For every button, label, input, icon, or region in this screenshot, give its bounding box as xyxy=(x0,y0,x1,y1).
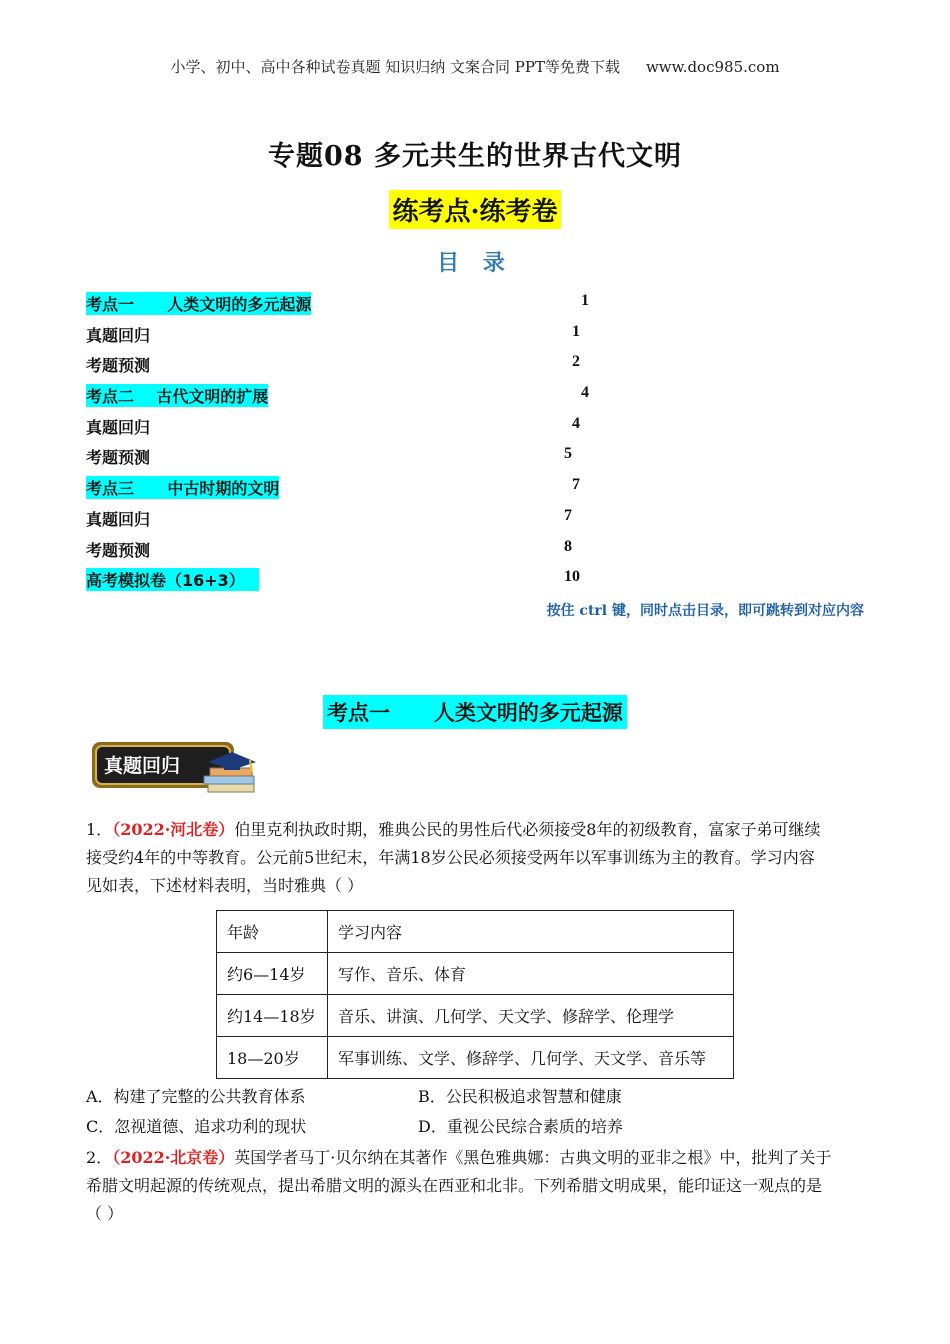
page-header xyxy=(0,56,950,77)
question-number: 2． xyxy=(86,1148,113,1167)
section-heading-container xyxy=(0,695,950,729)
toc-item-label: 真题回归 xyxy=(86,418,151,437)
toc-item-page: 2 xyxy=(572,353,580,370)
question-line: （ ） xyxy=(86,1204,124,1223)
table-row xyxy=(217,953,734,995)
table-cell: 写作、音乐、体育 xyxy=(328,953,734,995)
document-subtitle: 练考点·练考卷 xyxy=(389,190,560,229)
toc-heading: 目 录 xyxy=(437,250,513,276)
table-cell: 约14—18岁 xyxy=(217,995,328,1037)
table-cell: 军事训练、文学、修辞学、几何学、天文学、音乐等 xyxy=(328,1037,734,1079)
toc-item-page: 7 xyxy=(572,476,580,493)
question-line: 见如表，下述材料表明，当时雅典（ ） xyxy=(86,876,364,895)
toc-item-kaodian2[interactable] xyxy=(86,384,606,408)
toc-item-label: 考点二 古代文明的扩展 xyxy=(86,384,268,407)
question-1 xyxy=(86,816,864,900)
toc-item-page: 1 xyxy=(572,323,580,340)
toc-item-zhenti1[interactable] xyxy=(86,323,606,347)
subtitle-container xyxy=(0,190,950,229)
toc-item-label: 考点一 人类文明的多元起源 xyxy=(86,292,311,315)
toc-item-page: 4 xyxy=(572,415,580,432)
option-c[interactable]: C．忽视道德、追求功利的现状 xyxy=(86,1117,307,1136)
toc-item-zhenti3[interactable] xyxy=(86,507,606,531)
question-number: 1． xyxy=(86,820,113,839)
toc-item-kaodian1[interactable] xyxy=(86,292,606,316)
toc-item-label: 真题回归 xyxy=(86,510,151,529)
toc-note: 按住 ctrl 键，同时点击目录，即可跳转到对应内容 xyxy=(546,603,864,619)
table-header-cell: 学习内容 xyxy=(328,911,734,953)
toc-item-zhenti2[interactable] xyxy=(86,415,606,439)
toc-item-yuce2[interactable] xyxy=(86,445,606,469)
toc-item-page: 5 xyxy=(564,445,572,462)
toc-item-page: 4 xyxy=(581,384,589,401)
question-source: （2022·河北卷） xyxy=(112,820,235,839)
table-cell: 音乐、讲演、几何学、天文学、修辞学、伦理学 xyxy=(328,995,734,1037)
zhenti-huigui-badge xyxy=(90,740,260,802)
question-line: 希腊文明起源的传统观点，提出希腊文明的源头在西亚和北非。下列希腊文明成果，能印证这一观点的是 xyxy=(86,1176,823,1195)
table-row xyxy=(217,1037,734,1079)
toc-item-label: 考题预测 xyxy=(86,356,151,375)
toc-item-yuce3[interactable] xyxy=(86,538,606,562)
table-header-row xyxy=(217,911,734,953)
toc-item-label: 考题预测 xyxy=(86,448,151,467)
toc-item-yuce1[interactable] xyxy=(86,353,606,377)
option-b[interactable]: B．公民积极追求智慧和健康 xyxy=(418,1087,622,1106)
table-cell: 约6—14岁 xyxy=(217,953,328,995)
badge-label: 真题回归 xyxy=(104,755,181,777)
table-header-cell: 年龄 xyxy=(217,911,328,953)
question-line xyxy=(86,1144,864,1172)
toc-item-page: 7 xyxy=(564,507,572,524)
header-text: 小学、初中、高中各种试卷真题 知识归纳 文案合同 PPT等免费下载 xyxy=(170,58,620,76)
question-line xyxy=(86,816,864,844)
header-url[interactable]: www.doc985.com xyxy=(645,58,780,76)
section-heading: 考点一 人类文明的多元起源 xyxy=(323,695,627,729)
toc-item-label: 考题预测 xyxy=(86,541,151,560)
toc-item-kaodian3[interactable] xyxy=(86,476,606,500)
toc-item-label: 考点三 中古时期的文明 xyxy=(86,476,279,499)
toc-item-mockexam[interactable] xyxy=(86,568,606,592)
toc-item-label: 真题回归 xyxy=(86,326,151,345)
toc-item-page: 8 xyxy=(564,538,572,555)
toc-item-page: 1 xyxy=(581,292,589,309)
question-line: 接受约4年的中等教育。公元前5世纪末，年满18岁公民必须接受两年以军事训练为主的教育。学习内容 xyxy=(86,848,815,867)
table-cell: 18—20岁 xyxy=(217,1037,328,1079)
toc-item-page: 10 xyxy=(564,568,580,585)
question-text: 伯里克利执政时期，雅典公民的男性后代必须接受8年的初级教育，富家子弟可继续 xyxy=(234,820,821,839)
option-a[interactable]: A．构建了完整的公共教育体系 xyxy=(86,1087,306,1106)
question-text: 英国学者马丁·贝尔纳在其著作《黑色雅典娜：古典文明的亚非之根》中，批判了关于 xyxy=(234,1148,832,1167)
toc-item-label: 高考模拟卷（16+3） xyxy=(86,568,259,591)
question-2 xyxy=(86,1144,864,1228)
table-row xyxy=(217,995,734,1037)
badge-graphic xyxy=(90,740,260,802)
option-d[interactable]: D．重视公民综合素质的培养 xyxy=(418,1117,623,1136)
education-table xyxy=(216,910,734,1079)
document-title: 专题08 多元共生的世界古代文明 xyxy=(268,141,682,172)
question-source: （2022·北京卷） xyxy=(112,1148,235,1167)
